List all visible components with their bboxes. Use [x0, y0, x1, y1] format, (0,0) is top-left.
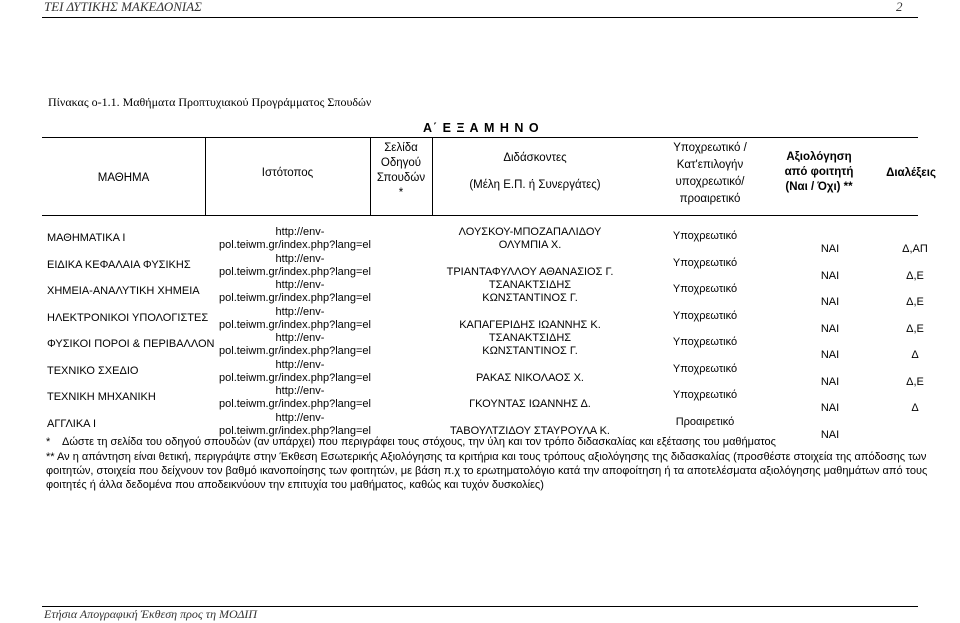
evaluation-value: ΝΑΙ	[820, 402, 840, 414]
course-name: ΧΗΜΕΙΑ-ΑΝΑΛΥΤΙΚΗ ΧΗΜΕΙΑ	[47, 285, 200, 297]
course-url-line1[interactable]: http://env-	[275, 358, 325, 371]
note-star-text: Δώστε τη σελίδα του οδηγού σπουδών (αν υπάρχει) που περιγράφει τους στόχους, την ύλη και τον τρόπο διδασκαλίας και εξέτασης του μαθήματος	[62, 436, 776, 448]
evaluation-value: ΝΑΙ	[820, 375, 840, 388]
col-guide-page-line2: Οδηγού	[380, 157, 422, 169]
instructor-line1: ΤΣΑΝΑΚΤΣΙΔΗΣ	[488, 279, 572, 291]
instructor-line2: ΚΑΠΑΓΕΡΙΔΗΣ ΙΩΑΝΝΗΣ Κ.	[459, 318, 601, 331]
col-instructors	[440, 151, 630, 193]
table-row	[0, 359, 960, 386]
course-url-line2[interactable]: pol.teiwm.gr/index.php?lang=el	[219, 398, 371, 410]
col-evaluation-line1: Αξιολόγηση	[786, 151, 852, 163]
course-url-line1[interactable]: http://env-	[275, 252, 325, 265]
col-type-line3: υποχρεωτικό/	[675, 176, 745, 188]
running-header-title: ΤΕΙ ΔΥΤΙΚΗΣ ΜΑΚΕΔΟΝΙΑΣ	[44, 0, 202, 14]
course-url-line2[interactable]: pol.teiwm.gr/index.php?lang=el	[219, 239, 371, 251]
col-evaluation-line2: από φοιτητή	[784, 166, 854, 178]
semester-title: Α΄ Ε Ξ Α Μ Η Ν Ο	[423, 121, 540, 135]
course-type: Υποχρεωτικό	[672, 336, 738, 348]
course-url-line2[interactable]: pol.teiwm.gr/index.php?lang=el	[219, 345, 371, 357]
page-number: 2	[896, 0, 903, 14]
note-double-star-line1: ** Αν η απάντηση είναι θετική, περιγράψτε στην Έκθεση Εσωτερικής Αξιολόγησης τα κριτήρια και τους τρόπους αξιολόγησης της διδασκαλίας (προσθέστε στοιχεία της απόδοσης των	[46, 451, 927, 463]
col-evaluation-line3: (Ναι / Όχι) **	[785, 181, 853, 193]
course-name: ΗΛΕΚΤΡΟΝΙΚΟΙ ΥΠΟΛΟΓΙΣΤΕΣ	[47, 311, 209, 324]
table-row	[0, 306, 960, 333]
course-url-line1[interactable]: http://env-	[275, 411, 325, 424]
header-divider-3	[432, 137, 433, 216]
instructor-line2: ΚΩΝΣΤΑΝΤΙΝΟΣ Γ.	[482, 292, 578, 304]
table-row	[0, 385, 960, 412]
course-url-line1[interactable]: http://env-	[275, 305, 325, 318]
col-website: Ιστότοπος	[261, 167, 314, 179]
evaluation-value: ΝΑΙ	[820, 349, 840, 361]
course-type: Υποχρεωτικό	[672, 362, 738, 375]
col-guide-page	[370, 141, 432, 201]
table-row	[0, 226, 960, 253]
instructor-line2: ΟΛΥΜΠΙΑ Χ.	[498, 239, 562, 251]
lectures-value: Δ	[911, 402, 919, 414]
table-row	[0, 279, 960, 306]
col-lectures: Διαλέξεις	[886, 167, 936, 179]
instructor-line2: ΚΩΝΣΤΑΝΤΙΝΟΣ Γ.	[482, 345, 578, 357]
evaluation-value: ΝΑΙ	[820, 322, 840, 335]
col-instructors-line1: Διδάσκοντες	[503, 152, 567, 164]
course-url-line2[interactable]: pol.teiwm.gr/index.php?lang=el	[219, 371, 371, 384]
instructor-line2: ΓΚΟΥΝΤΑΣ ΙΩΑΝΝΗΣ Δ.	[469, 398, 591, 410]
table-row	[0, 253, 960, 280]
instructor-line2: ΡΑΚΑΣ ΝΙΚΟΛΑΟΣ Χ.	[475, 371, 584, 384]
instructor-line1: ΤΣΑΝΑΚΤΣΙΔΗΣ	[488, 332, 572, 344]
note-double-star-line3: φοιτητές ή άλλα δεδομένα που αποδεικνύουν την επιτυχία του μαθήματος, καθώς και τυχόν δυσκολίες)	[46, 479, 544, 491]
lectures-value: Δ	[911, 349, 919, 361]
course-url-line1[interactable]: http://env-	[275, 226, 325, 238]
course-url-line1[interactable]: http://env-	[275, 385, 325, 397]
page-footer: Ετήσια Απογραφική Έκθεση προς τη ΜΟΔΙΠ	[44, 607, 258, 621]
col-guide-page-line3: Σπουδών	[376, 172, 426, 184]
course-name: ΦΥΣΙΚΟΙ ΠΟΡΟΙ & ΠΕΡΙΒΑΛΛΟΝ	[47, 338, 215, 350]
col-course: ΜΑΘΗΜΑ	[97, 172, 150, 184]
course-name: ΤΕΧΝΙΚΗ ΜΗΧΑΝΙΚΗ	[47, 391, 156, 403]
table-row	[0, 332, 960, 359]
evaluation-value: ΝΑΙ	[820, 296, 840, 308]
course-type: Υποχρεωτικό	[672, 230, 738, 242]
col-type-line4: προαιρετικό	[679, 193, 741, 205]
course-url-line2[interactable]: pol.teiwm.gr/index.php?lang=el	[219, 265, 371, 278]
instructor-line2: ΤΡΙΑΝΤΑΦΥΛΛΟΥ ΑΘΑΝΑΣΙΟΣ Γ.	[446, 265, 614, 278]
col-guide-page-line4: *	[398, 187, 404, 199]
course-url-line2[interactable]: pol.teiwm.gr/index.php?lang=el	[219, 424, 371, 437]
lectures-value: Δ,Ε	[906, 296, 924, 308]
course-name: ΜΑΘΗΜΑΤΙΚΑ Ι	[47, 232, 126, 244]
col-guide-page-line1: Σελίδα	[384, 142, 418, 154]
instructor-line2: ΤΑΒΟΥΛΤΖΙΔΟΥ ΣΤΑΥΡΟΥΛΑ Κ.	[450, 424, 610, 437]
table-row	[0, 412, 960, 439]
instructor-line1: ΛΟΥΣΚΟΥ-ΜΠΟΖΑΠΑΛΙΔΟΥ	[458, 226, 602, 238]
lectures-value: Δ,Ε	[906, 375, 924, 388]
course-name: ΑΓΓΛΙΚΑ Ι	[47, 417, 97, 430]
course-url-line2[interactable]: pol.teiwm.gr/index.php?lang=el	[219, 292, 371, 304]
course-url-line2[interactable]: pol.teiwm.gr/index.php?lang=el	[219, 318, 371, 331]
col-instructors-line3: (Μέλη Ε.Π. ή Συνεργάτες)	[469, 179, 601, 191]
header-rule	[42, 17, 918, 18]
note-double-star-line2: φοιτητών, στοιχεία που δείχνουν τον βαθμό ικανοποίησης των φοιτητών, με βάση π.χ το ερωτηματολόγιο κατά την αποφοίτηση ή τα αποτελέσματα αξιολόγησης μαθημάτων από τους	[46, 465, 928, 477]
course-type: Υποχρεωτικό	[672, 256, 738, 269]
lectures-value: Δ,Ε	[906, 269, 924, 282]
course-type: Υποχρεωτικό	[672, 389, 738, 401]
course-type: Υποχρεωτικό	[672, 283, 738, 295]
course-url-line1[interactable]: http://env-	[275, 279, 325, 291]
course-name: ΤΕΧΝΙΚΟ ΣΧΕΔΙΟ	[47, 364, 139, 377]
table-caption: Πίνακας ο-1.1. Μαθήματα Προπτυχιακού Προγράμματος Σπουδών	[48, 95, 372, 109]
course-name: ΕΙΔΙΚΑ ΚΕΦΑΛΑΙΑ ΦΥΣΙΚΗΣ	[47, 258, 191, 271]
evaluation-value: ΝΑΙ	[820, 428, 840, 441]
col-evaluation	[774, 150, 864, 195]
course-url-line1[interactable]: http://env-	[275, 332, 325, 344]
col-type	[630, 140, 790, 208]
col-instructors-line2	[440, 166, 630, 178]
lectures-value: Δ,Ε	[906, 322, 924, 335]
course-type: Προαιρετικό	[675, 415, 735, 428]
col-type-line2: Κατ'επιλογήν	[676, 159, 744, 171]
evaluation-value: ΝΑΙ	[820, 269, 840, 282]
lectures-value: Δ,ΑΠ	[902, 243, 928, 255]
course-type: Υποχρεωτικό	[672, 309, 738, 322]
note-star-mark: *	[46, 436, 51, 448]
evaluation-value: ΝΑΙ	[820, 243, 840, 255]
col-type-line1: Υποχρεωτικό /	[673, 142, 747, 154]
